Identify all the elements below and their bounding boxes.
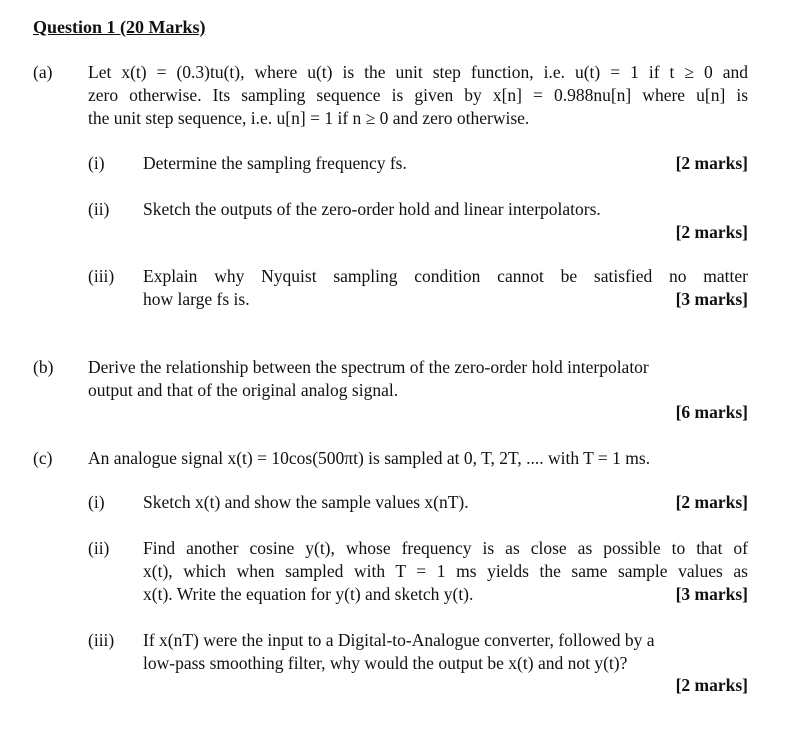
part-a-line-3: the unit step sequence, i.e. u[n] = 1 if n ≥ 0 and zero otherwise. bbox=[88, 108, 530, 128]
part-a-i-label: (i) bbox=[88, 153, 105, 173]
part-a-iii-line-1: Explain why Nyquist sampling condition cannot be satisfied no matter bbox=[143, 266, 748, 286]
part-c-line-1: An analogue signal x(t) = 10cos(500πt) is sampled at 0, T, 2T, .... with T = 1 ms. bbox=[88, 448, 651, 468]
part-b-line-1: Derive the relationship between the spectrum of the zero-order hold interpolator bbox=[88, 357, 649, 377]
part-a-line-2: zero otherwise. Its sampling sequence is given by x[n] = 0.988nu[n] where u[n] is bbox=[88, 85, 748, 105]
part-c-ii-label: (ii) bbox=[88, 538, 110, 558]
part-c-iii-line-2: low-pass smoothing filter, why would the output be x(t) and not y(t)? bbox=[143, 653, 628, 673]
part-c-ii-line-2: x(t), which when sampled with T = 1 ms yields the same sample values as bbox=[143, 561, 748, 581]
part-a-ii-text: Sketch the outputs of the zero-order hold and linear interpolators. bbox=[143, 199, 601, 219]
part-a-ii-marks: [2 marks] bbox=[675, 222, 748, 242]
part-a-line-1: Let x(t) = (0.3)tu(t), where u(t) is the unit step function, i.e. u(t) = 1 if t ≥ 0 and bbox=[88, 62, 748, 82]
part-a-ii-label: (ii) bbox=[88, 199, 110, 219]
part-a-iii-line-2: how large fs is. bbox=[143, 289, 250, 309]
part-a-iii-marks: [3 marks] bbox=[675, 289, 748, 309]
part-c-i-marks: [2 marks] bbox=[675, 492, 748, 512]
part-c-label: (c) bbox=[33, 448, 53, 468]
part-c-ii-line-3: x(t). Write the equation for y(t) and sketch y(t). bbox=[143, 584, 474, 604]
part-c-i-label: (i) bbox=[88, 492, 105, 512]
part-c-iii-line-1: If x(nT) were the input to a Digital-to-Analogue converter, followed by a bbox=[143, 630, 655, 650]
question-title: Question 1 (20 Marks) bbox=[33, 17, 206, 37]
part-c-iii-marks: [2 marks] bbox=[675, 675, 748, 695]
part-b-line-2: output and that of the original analog signal. bbox=[88, 380, 399, 400]
part-a-iii-label: (iii) bbox=[88, 266, 115, 286]
part-a-i-text: Determine the sampling frequency fs. bbox=[143, 153, 407, 173]
part-b-marks: [6 marks] bbox=[675, 402, 748, 422]
part-c-i-text: Sketch x(t) and show the sample values x(nT). bbox=[143, 492, 469, 512]
part-a-label: (a) bbox=[33, 62, 53, 82]
part-c-ii-line-1: Find another cosine y(t), whose frequency is as close as possible to that of bbox=[143, 538, 748, 558]
part-c-ii-marks: [3 marks] bbox=[675, 584, 748, 604]
part-b-label: (b) bbox=[33, 357, 54, 377]
part-a-i-marks: [2 marks] bbox=[675, 153, 748, 173]
part-c-iii-label: (iii) bbox=[88, 630, 115, 650]
